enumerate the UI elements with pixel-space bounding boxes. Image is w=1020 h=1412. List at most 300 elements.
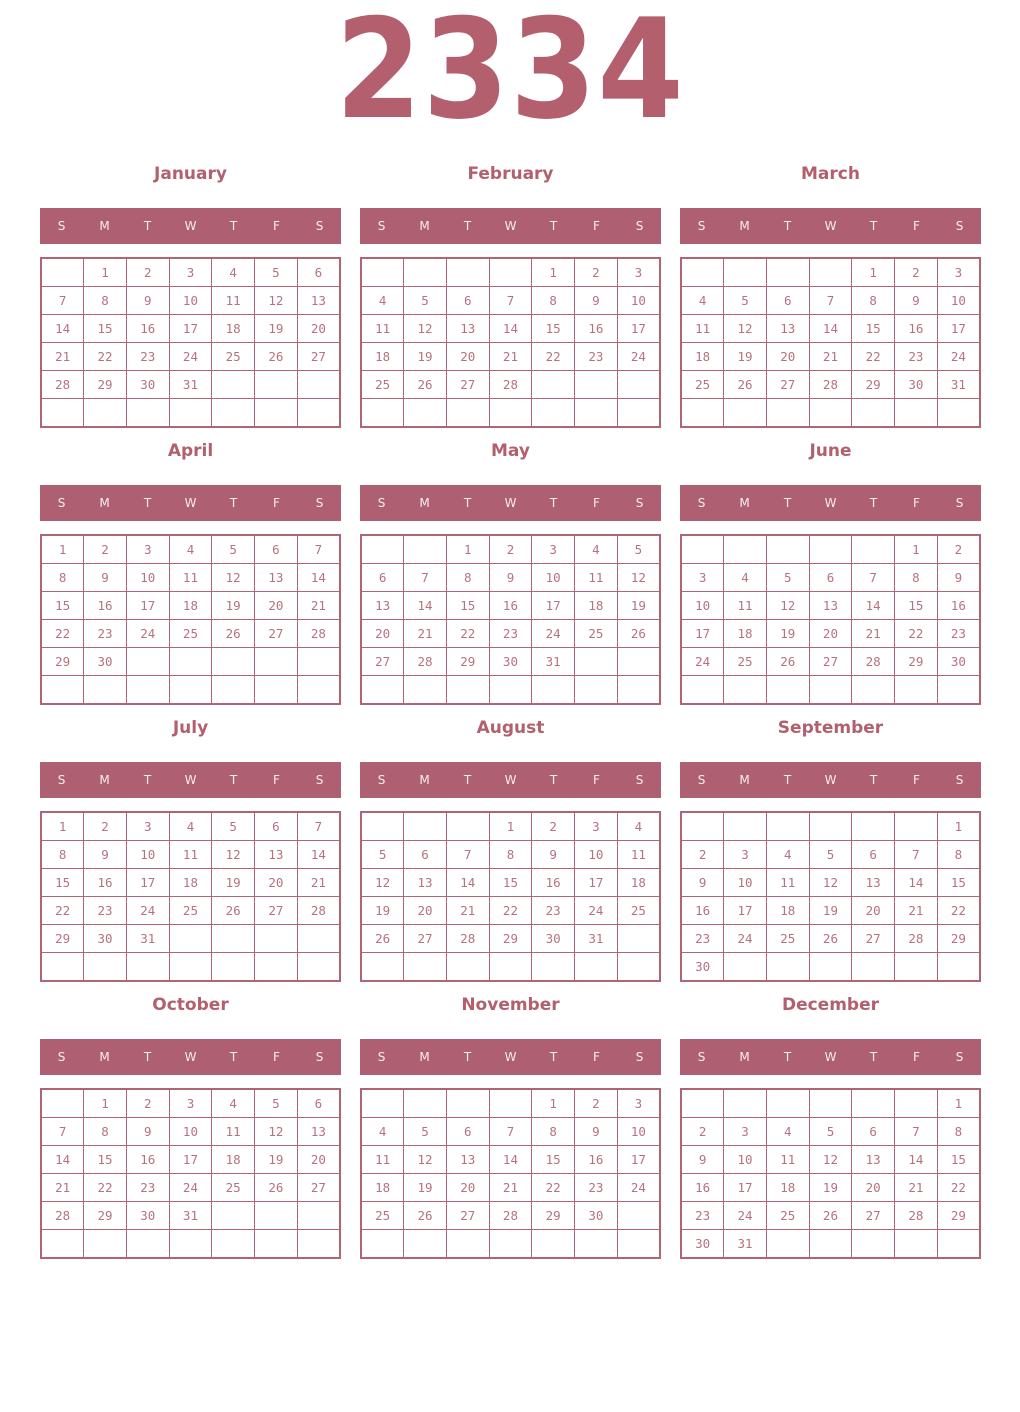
week-row: [681, 1146, 980, 1174]
empty-day-cell: [255, 1230, 298, 1259]
day-cell: 3: [681, 564, 724, 592]
day-cell: 22: [852, 343, 895, 371]
day-cell: 25: [361, 371, 404, 399]
day-cell: 22: [446, 620, 489, 648]
day-cell: 31: [532, 648, 575, 676]
week-row: [41, 287, 340, 315]
empty-day-cell: [681, 812, 724, 841]
day-cell: 20: [297, 1146, 340, 1174]
day-cell: 20: [361, 620, 404, 648]
weekday-label: T: [143, 1050, 152, 1064]
week-row: [361, 648, 660, 676]
day-cell: 21: [489, 343, 532, 371]
day-cell: 20: [404, 897, 447, 925]
day-cell: 28: [41, 1202, 84, 1230]
day-cell: 2: [84, 535, 127, 564]
empty-day-cell: [212, 953, 255, 982]
day-cell: 14: [489, 315, 532, 343]
empty-day-cell: [724, 399, 767, 428]
weekday-label: W: [504, 1050, 517, 1064]
day-cell: 20: [766, 343, 809, 371]
day-cell: 27: [766, 371, 809, 399]
month-grid: [680, 811, 981, 982]
day-cell: 30: [84, 648, 127, 676]
empty-day-cell: [532, 1230, 575, 1259]
day-cell: 2: [84, 812, 127, 841]
weekday-label: S: [635, 496, 644, 510]
empty-day-cell: [84, 399, 127, 428]
day-cell: 4: [361, 1118, 404, 1146]
week-row: [41, 399, 340, 428]
month-title: January: [154, 164, 227, 184]
empty-day-cell: [126, 399, 169, 428]
empty-day-cell: [489, 258, 532, 287]
day-cell: 8: [895, 564, 938, 592]
weekday-label: T: [229, 496, 238, 510]
day-cell: 22: [895, 620, 938, 648]
weekday-label: S: [635, 1050, 644, 1064]
day-cell: 18: [724, 620, 767, 648]
month-title: February: [467, 164, 554, 184]
day-cell: 30: [489, 648, 532, 676]
day-cell: 1: [446, 535, 489, 564]
day-cell: 4: [681, 287, 724, 315]
empty-day-cell: [852, 1230, 895, 1259]
month-title: July: [172, 718, 209, 738]
empty-day-cell: [489, 676, 532, 705]
day-cell: 21: [489, 1174, 532, 1202]
day-cell: 15: [84, 1146, 127, 1174]
weekday-label: F: [593, 219, 600, 233]
day-cell: 28: [809, 371, 852, 399]
week-row: [41, 1146, 340, 1174]
weekday-label: T: [869, 1050, 878, 1064]
empty-day-cell: [169, 399, 212, 428]
empty-day-cell: [681, 535, 724, 564]
day-cell: 16: [126, 1146, 169, 1174]
empty-day-cell: [169, 1230, 212, 1259]
day-cell: 22: [532, 1174, 575, 1202]
day-cell: 5: [809, 841, 852, 869]
day-cell: 25: [575, 620, 618, 648]
day-cell: 16: [681, 897, 724, 925]
day-cell: 7: [297, 535, 340, 564]
weekday-label: T: [229, 1050, 238, 1064]
day-cell: 7: [895, 1118, 938, 1146]
weekday-label: M: [419, 773, 430, 787]
week-row: [361, 399, 660, 428]
week-row: [361, 343, 660, 371]
day-cell: 23: [681, 925, 724, 953]
weekday-header: [40, 208, 341, 244]
day-cell: 24: [681, 648, 724, 676]
empty-day-cell: [809, 535, 852, 564]
empty-day-cell: [617, 399, 660, 428]
day-cell: 21: [297, 869, 340, 897]
week-row: [681, 1174, 980, 1202]
day-cell: 17: [575, 869, 618, 897]
weekday-label: W: [824, 1050, 837, 1064]
week-row: [681, 287, 980, 315]
weekday-label: T: [869, 773, 878, 787]
weekday-label: T: [783, 1050, 792, 1064]
weekday-label: S: [955, 496, 964, 510]
empty-day-cell: [404, 1230, 447, 1259]
day-cell: 4: [169, 535, 212, 564]
day-cell: 2: [575, 258, 618, 287]
day-cell: 15: [84, 315, 127, 343]
week-row: [41, 869, 340, 897]
day-cell: 22: [41, 620, 84, 648]
week-row: [361, 953, 660, 982]
empty-day-cell: [617, 953, 660, 982]
day-cell: 11: [724, 592, 767, 620]
day-cell: 9: [937, 564, 980, 592]
day-cell: 21: [809, 343, 852, 371]
empty-day-cell: [169, 925, 212, 953]
day-cell: 11: [169, 841, 212, 869]
day-cell: 24: [724, 1202, 767, 1230]
empty-day-cell: [575, 399, 618, 428]
day-cell: 26: [404, 371, 447, 399]
day-cell: 23: [937, 620, 980, 648]
empty-day-cell: [297, 648, 340, 676]
day-cell: 23: [681, 1202, 724, 1230]
weekday-label: F: [913, 773, 920, 787]
day-cell: 26: [212, 620, 255, 648]
day-cell: 20: [446, 343, 489, 371]
day-cell: 9: [681, 869, 724, 897]
day-cell: 25: [212, 343, 255, 371]
day-cell: 30: [681, 1230, 724, 1259]
weekday-label: W: [824, 496, 837, 510]
day-cell: 17: [724, 1174, 767, 1202]
empty-day-cell: [852, 812, 895, 841]
month-title: March: [801, 164, 860, 184]
day-cell: 14: [809, 315, 852, 343]
day-cell: 22: [489, 897, 532, 925]
week-row: [681, 1089, 980, 1118]
day-cell: 31: [724, 1230, 767, 1259]
day-cell: 9: [489, 564, 532, 592]
weekday-label: S: [697, 773, 706, 787]
weekday-label: W: [504, 219, 517, 233]
empty-day-cell: [681, 258, 724, 287]
weekday-header: [680, 485, 981, 521]
day-cell: 13: [255, 841, 298, 869]
empty-day-cell: [895, 399, 938, 428]
week-row: [681, 812, 980, 841]
day-cell: 9: [575, 1118, 618, 1146]
day-cell: 13: [255, 564, 298, 592]
day-cell: 28: [41, 371, 84, 399]
day-cell: 21: [404, 620, 447, 648]
month-december: [680, 995, 981, 1259]
empty-day-cell: [361, 399, 404, 428]
day-cell: 16: [84, 869, 127, 897]
empty-day-cell: [937, 399, 980, 428]
empty-day-cell: [361, 535, 404, 564]
month-title: December: [781, 995, 880, 1015]
day-cell: 6: [852, 841, 895, 869]
empty-day-cell: [766, 953, 809, 982]
month-march: [680, 164, 981, 428]
empty-day-cell: [724, 676, 767, 705]
day-cell: 22: [84, 1174, 127, 1202]
empty-day-cell: [895, 1089, 938, 1118]
week-row: [681, 258, 980, 287]
day-cell: 13: [446, 1146, 489, 1174]
weekday-label: F: [273, 496, 280, 510]
day-cell: 9: [84, 564, 127, 592]
empty-day-cell: [766, 1230, 809, 1259]
weekday-header: [40, 485, 341, 521]
day-cell: 5: [404, 287, 447, 315]
day-cell: 19: [809, 897, 852, 925]
week-row: [361, 592, 660, 620]
day-cell: 7: [489, 1118, 532, 1146]
empty-day-cell: [361, 1230, 404, 1259]
weekday-label: W: [504, 773, 517, 787]
weekday-label: S: [57, 1050, 66, 1064]
day-cell: 18: [766, 1174, 809, 1202]
month-grid: [360, 1088, 661, 1259]
day-cell: 14: [489, 1146, 532, 1174]
week-row: [681, 592, 980, 620]
weekday-label: S: [635, 219, 644, 233]
day-cell: 4: [724, 564, 767, 592]
week-row: [681, 953, 980, 982]
day-cell: 14: [895, 869, 938, 897]
weekday-label: S: [377, 496, 386, 510]
weekday-label: T: [783, 219, 792, 233]
empty-day-cell: [84, 953, 127, 982]
week-row: [41, 841, 340, 869]
day-cell: 15: [937, 1146, 980, 1174]
day-cell: 8: [41, 564, 84, 592]
day-cell: 14: [404, 592, 447, 620]
weekday-label: W: [184, 219, 197, 233]
empty-day-cell: [617, 1230, 660, 1259]
empty-day-cell: [724, 953, 767, 982]
day-cell: 29: [852, 371, 895, 399]
week-row: [361, 1174, 660, 1202]
empty-day-cell: [575, 953, 618, 982]
empty-day-cell: [446, 258, 489, 287]
week-row: [681, 1202, 980, 1230]
day-cell: 2: [489, 535, 532, 564]
day-cell: 7: [404, 564, 447, 592]
day-cell: 9: [84, 841, 127, 869]
weekday-header: [680, 762, 981, 798]
day-cell: 9: [575, 287, 618, 315]
day-cell: 23: [489, 620, 532, 648]
day-cell: 18: [169, 592, 212, 620]
day-cell: 11: [575, 564, 618, 592]
weekday-label: T: [869, 496, 878, 510]
week-row: [361, 841, 660, 869]
day-cell: 25: [766, 1202, 809, 1230]
day-cell: 1: [84, 1089, 127, 1118]
month-grid: [360, 257, 661, 428]
empty-day-cell: [532, 676, 575, 705]
week-row: [681, 869, 980, 897]
day-cell: 16: [575, 1146, 618, 1174]
day-cell: 7: [489, 287, 532, 315]
day-cell: 6: [255, 812, 298, 841]
day-cell: 22: [41, 897, 84, 925]
day-cell: 9: [681, 1146, 724, 1174]
day-cell: 11: [766, 1146, 809, 1174]
day-cell: 26: [404, 1202, 447, 1230]
weekday-header: [680, 208, 981, 244]
day-cell: 20: [809, 620, 852, 648]
day-cell: 27: [255, 620, 298, 648]
day-cell: 18: [681, 343, 724, 371]
day-cell: 8: [41, 841, 84, 869]
month-title: April: [167, 441, 214, 461]
day-cell: 12: [809, 1146, 852, 1174]
day-cell: 16: [84, 592, 127, 620]
empty-day-cell: [575, 676, 618, 705]
day-cell: 9: [895, 287, 938, 315]
day-cell: 8: [446, 564, 489, 592]
weekday-label: S: [697, 496, 706, 510]
day-cell: 2: [575, 1089, 618, 1118]
day-cell: 7: [852, 564, 895, 592]
day-cell: 20: [297, 315, 340, 343]
week-row: [41, 343, 340, 371]
week-row: [681, 564, 980, 592]
day-cell: 5: [255, 258, 298, 287]
empty-day-cell: [361, 812, 404, 841]
day-cell: 11: [681, 315, 724, 343]
day-cell: 11: [361, 1146, 404, 1174]
empty-day-cell: [937, 1230, 980, 1259]
month-november: [360, 995, 661, 1259]
day-cell: 27: [809, 648, 852, 676]
day-cell: 24: [126, 620, 169, 648]
empty-day-cell: [297, 399, 340, 428]
empty-day-cell: [489, 399, 532, 428]
day-cell: 26: [255, 1174, 298, 1202]
day-cell: 28: [297, 897, 340, 925]
day-cell: 6: [255, 535, 298, 564]
day-cell: 1: [489, 812, 532, 841]
week-row: [361, 535, 660, 564]
empty-day-cell: [255, 399, 298, 428]
month-title: November: [461, 995, 560, 1015]
empty-day-cell: [724, 1089, 767, 1118]
weekday-label: T: [143, 219, 152, 233]
empty-day-cell: [895, 953, 938, 982]
day-cell: 21: [297, 592, 340, 620]
day-cell: 23: [575, 343, 618, 371]
day-cell: 23: [84, 620, 127, 648]
weekday-label: F: [913, 496, 920, 510]
day-cell: 24: [169, 1174, 212, 1202]
day-cell: 8: [937, 841, 980, 869]
empty-day-cell: [212, 925, 255, 953]
empty-day-cell: [575, 648, 618, 676]
day-cell: 28: [404, 648, 447, 676]
day-cell: 18: [575, 592, 618, 620]
week-row: [41, 1089, 340, 1118]
day-cell: 21: [852, 620, 895, 648]
day-cell: 24: [126, 897, 169, 925]
day-cell: 30: [84, 925, 127, 953]
day-cell: 26: [809, 1202, 852, 1230]
day-cell: 7: [895, 841, 938, 869]
day-cell: 10: [617, 1118, 660, 1146]
empty-day-cell: [169, 648, 212, 676]
weekday-label: M: [99, 773, 110, 787]
weekday-label: S: [315, 773, 324, 787]
day-cell: 25: [361, 1202, 404, 1230]
week-row: [361, 869, 660, 897]
weekday-label: T: [549, 496, 558, 510]
day-cell: 17: [126, 869, 169, 897]
day-cell: 14: [41, 1146, 84, 1174]
weekday-label: M: [99, 1050, 110, 1064]
weekday-label: T: [549, 1050, 558, 1064]
weekday-header: [360, 762, 661, 798]
empty-day-cell: [681, 1089, 724, 1118]
empty-day-cell: [809, 258, 852, 287]
day-cell: 21: [895, 1174, 938, 1202]
empty-day-cell: [126, 676, 169, 705]
day-cell: 14: [297, 841, 340, 869]
day-cell: 27: [852, 925, 895, 953]
day-cell: 12: [212, 841, 255, 869]
day-cell: 28: [297, 620, 340, 648]
weekday-label: M: [739, 1050, 750, 1064]
empty-day-cell: [809, 676, 852, 705]
month-september: [680, 718, 981, 982]
day-cell: 13: [852, 869, 895, 897]
empty-day-cell: [361, 258, 404, 287]
day-cell: 12: [404, 315, 447, 343]
day-cell: 16: [575, 315, 618, 343]
weekday-label: S: [377, 773, 386, 787]
day-cell: 6: [361, 564, 404, 592]
day-cell: 27: [446, 371, 489, 399]
day-cell: 27: [255, 897, 298, 925]
day-cell: 24: [617, 1174, 660, 1202]
day-cell: 31: [937, 371, 980, 399]
month-february: [360, 164, 661, 428]
day-cell: 26: [766, 648, 809, 676]
week-row: [681, 535, 980, 564]
day-cell: 13: [446, 315, 489, 343]
empty-day-cell: [895, 676, 938, 705]
empty-day-cell: [361, 953, 404, 982]
day-cell: 25: [681, 371, 724, 399]
week-row: [681, 371, 980, 399]
empty-day-cell: [617, 925, 660, 953]
weekday-label: T: [143, 773, 152, 787]
day-cell: 16: [532, 869, 575, 897]
empty-day-cell: [297, 1202, 340, 1230]
month-title: May: [491, 441, 530, 461]
day-cell: 25: [212, 1174, 255, 1202]
weekday-label: S: [377, 1050, 386, 1064]
day-cell: 12: [617, 564, 660, 592]
day-cell: 3: [937, 258, 980, 287]
week-row: [681, 648, 980, 676]
day-cell: 20: [852, 1174, 895, 1202]
empty-day-cell: [617, 1202, 660, 1230]
